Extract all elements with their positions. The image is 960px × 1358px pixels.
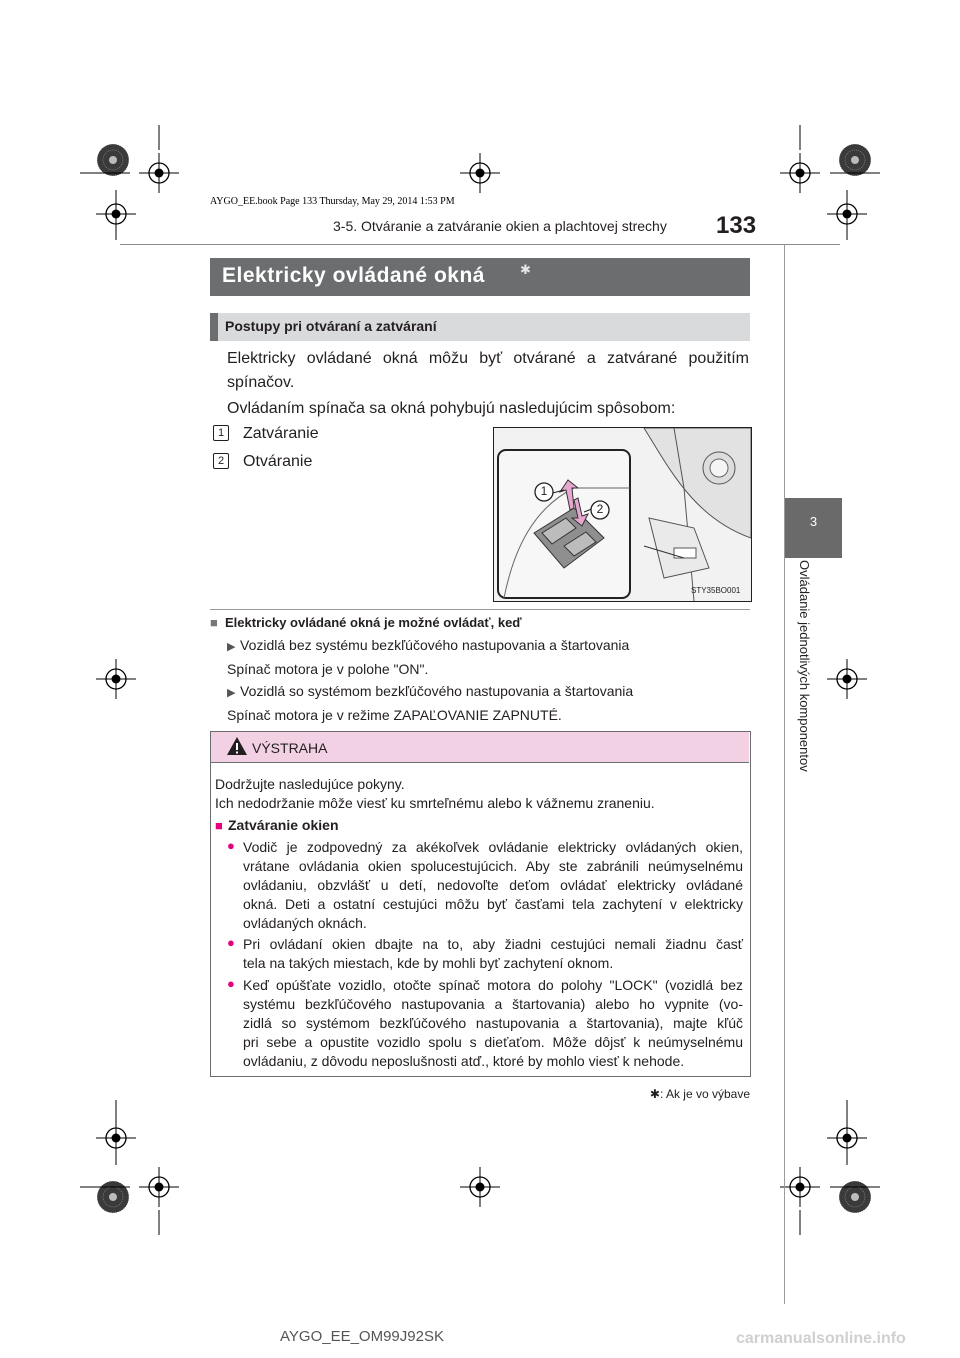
list-number-2: 2 xyxy=(213,453,229,469)
round-bullet-icon: ● xyxy=(227,935,235,950)
warning-subheading: Zatváranie okien xyxy=(228,817,339,833)
intro-line-2: spínačov. xyxy=(227,374,295,391)
bullet-line: vrátane ovládania okien spolucestujúcich. Aby ste zabránili neúmyselnému xyxy=(243,858,743,874)
document-code: AYGO_EE_OM99J92SK xyxy=(280,1328,444,1345)
chapter-number: 3 xyxy=(809,514,818,529)
callout-1: 1 xyxy=(540,484,548,498)
bullet-line: zidlá so systémom bezkľúčového nastupovania a štartovania), majte kľúč xyxy=(243,1015,743,1031)
warning-bullet-1 xyxy=(243,838,743,933)
footnote-optional: ✱: Ak je vo výbave xyxy=(649,1087,750,1101)
round-bullet-icon: ● xyxy=(227,976,235,991)
book-file-label: AYGO_EE.book Page 133 Thursday, May 29, 2014 1:53 PM xyxy=(210,196,455,207)
figure-code: STY35BO001 xyxy=(691,586,741,595)
chapter-title: Ovládanie jednotlivých komponentov xyxy=(797,560,812,772)
condition-item-1: Vozidlá bez systému bezkľúčového nastupovania a štartovania xyxy=(240,637,630,653)
warning-bullet-3 xyxy=(243,976,743,1071)
callout-2: 2 xyxy=(596,502,604,516)
condition-item-2: Vozidlá so systémom bezkľúčového nastupovania a štartovania xyxy=(240,683,634,699)
bullet-line: pri sebe a opustite vozidlo spolu s dieťaťom. Môže dôjsť k neúmyselnému xyxy=(243,1034,743,1050)
bullet-line: ovládaniu, obzvlášť u detí, nedovoľte deťom ovládať elektricky ovládané xyxy=(243,877,743,893)
round-bullet-icon: ● xyxy=(227,838,235,853)
triangle-bullet-icon: ▶ xyxy=(227,641,236,653)
bullet-line: Vodič je zodpovedný za akékoľvek ovládanie elektricky ovládaných okien, xyxy=(243,839,743,855)
page-number: 133 xyxy=(716,212,757,239)
list-item-closing: Zatváranie xyxy=(243,425,319,442)
bullet-line: systému bezkľúčového nastupovania a štartovania) alebo ho vypnite (vo- xyxy=(243,996,743,1012)
watermark: carmanualsonline.info xyxy=(736,1330,906,1347)
bullet-line: okná. Deti a ostatní cestujúci môžu byť časťami tela zachytení v elektricky xyxy=(243,896,743,912)
conditions-heading: Elektricky ovládané okná je možné ovládať, keď xyxy=(225,615,522,630)
sidebar-divider xyxy=(784,244,785,1304)
subheading-accent xyxy=(210,313,218,341)
condition-desc-1: Spínač motora je v polohe "ON". xyxy=(227,661,429,677)
intro-line-1: Elektricky ovládané okná môžu byť otvárané a zatvárané použitím xyxy=(227,350,749,367)
section-header: 3-5. Otváranie a zatváranie okien a plachtovej strechy xyxy=(333,218,667,234)
section-rule xyxy=(210,609,750,610)
bullet-line: Keď opúšťate vozidlo, otočte spínač motora do polohy "LOCK" (vozidlá bez xyxy=(243,977,743,993)
bullet-line: tela na takých miestach, kde by mohli byť zachytení oknom. xyxy=(243,955,614,971)
condition-desc-2: Spínač motora je v režime ZAPAĽOVANIE ZAPNUTÉ. xyxy=(227,707,562,723)
warning-title: VÝSTRAHA xyxy=(252,740,328,756)
intro-line-3: Ovládaním spínača sa okná pohybujú nasledujúcim spôsobom: xyxy=(227,400,676,417)
bullet-line: ovládaných oknách. xyxy=(243,915,367,931)
bullet-line: ovládaniu, z dôvodu neposlušnosti atď., ktoré by mohlo viesť k nehode. xyxy=(243,1053,685,1069)
warning-line-2: Ich nedodržanie môže viesť ku smrteľnému alebo k vážnemu zraneniu. xyxy=(215,795,655,811)
list-item-opening: Otváranie xyxy=(243,453,313,470)
warning-line-1: Dodržujte nasledujúce pokyny. xyxy=(215,776,405,792)
page-title: Elektricky ovládané okná xyxy=(222,264,485,287)
window-switch-illustration xyxy=(493,427,752,602)
square-bullet-icon: ■ xyxy=(215,818,223,833)
optional-equipment-star-icon: ✱ xyxy=(520,262,531,277)
square-bullet-icon: ■ xyxy=(210,615,218,630)
list-number-1: 1 xyxy=(213,425,229,441)
triangle-bullet-icon: ▶ xyxy=(227,687,236,699)
bullet-line: Pri ovládaní okien dbajte na to, aby žiadni cestujúci nemali žiadnu časť xyxy=(243,936,743,952)
warning-bullet-2 xyxy=(243,935,743,973)
header-rule xyxy=(120,244,840,245)
switch-drawing xyxy=(494,428,751,601)
subheading: Postupy pri otváraní a zatváraní xyxy=(225,318,437,334)
warning-triangle-icon xyxy=(226,736,248,756)
